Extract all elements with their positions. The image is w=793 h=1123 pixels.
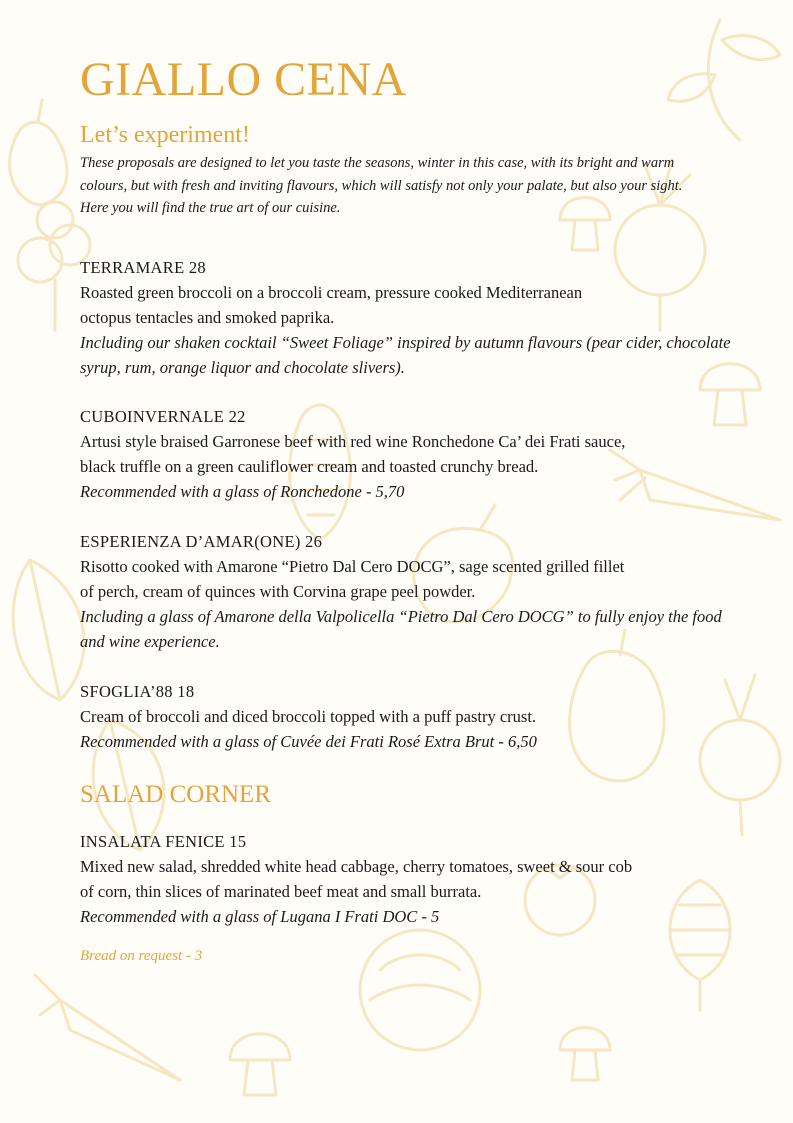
dish-note: Recommended with a glass of Cuvée dei Frati Rosé Extra Brut - 6,50 <box>80 732 537 751</box>
dish-sfoglia <box>80 679 720 754</box>
bread-note: Bread on request - 3 <box>80 948 203 964</box>
dish-cuboinvernale <box>80 404 720 504</box>
dish-description: Artusi style braised Garronese beef with red wine Ronchedone Ca’ dei Frati sauce, <box>80 432 626 451</box>
salad-section-title: SALAD CORNER <box>80 781 271 808</box>
dish-name: INSALATA FENICE 15 <box>80 832 247 851</box>
dish-note: and wine experience. <box>80 632 220 651</box>
dish-name: ESPERIENZA D’AMAR(ONE) 26 <box>80 532 323 551</box>
dish-terramare <box>80 255 731 380</box>
dish-description: black truffle on a green cauliflower cream and toasted crunchy bread. <box>80 457 539 476</box>
dish-note: Recommended with a glass of Lugana I Frati DOC - 5 <box>80 907 440 926</box>
intro-text <box>80 152 720 220</box>
dish-note: Including our shaken cocktail “Sweet Foliage” inspired by autumn flavours (pear cider, chocolate <box>80 333 731 352</box>
dish-description: of perch, cream of quinces with Corvina grape peel powder. <box>80 582 476 601</box>
dish-description: Risotto cooked with Amarone “Pietro Dal Cero DOCG”, sage scented grilled fillet <box>80 557 625 576</box>
intro-line: colours, but with fresh and inviting flavours, which will satisfy not only your palate, but also your sight. <box>80 177 683 194</box>
dish-note: Including a glass of Amarone della Valpolicella “Pietro Dal Cero DOCG” to fully enjoy the food <box>80 607 722 626</box>
intro-line: Here you will find the true art of our cuisine. <box>80 200 341 216</box>
menu-subtitle: Let’s experiment! <box>80 122 250 148</box>
dish-description: Cream of broccoli and diced broccoli topped with a puff pastry crust. <box>80 707 537 726</box>
dish-insalata-fenice <box>80 829 720 929</box>
dish-note: syrup, rum, orange liquor and chocolate slivers). <box>80 358 405 377</box>
dish-name: SFOGLIA’88 18 <box>80 682 195 701</box>
dish-name: CUBOINVERNALE 22 <box>80 407 246 426</box>
dish-note: Recommended with a glass of Ronchedone - 5,70 <box>80 482 405 501</box>
dish-name: TERRAMARE 28 <box>80 258 206 277</box>
dish-description: of corn, thin slices of marinated beef meat and small burrata. <box>80 882 482 901</box>
menu-title: GIALLO CENA <box>80 53 407 106</box>
dish-esperienza <box>80 529 720 654</box>
dish-description: Mixed new salad, shredded white head cabbage, cherry tomatoes, sweet & sour cob <box>80 857 633 876</box>
intro-line: These proposals are designed to let you taste the seasons, winter in this case, with its bright and warm <box>80 155 675 171</box>
dish-description: octopus tentacles and smoked paprika. <box>80 308 335 327</box>
dish-description: Roasted green broccoli on a broccoli cream, pressure cooked Mediterranean <box>80 283 583 302</box>
